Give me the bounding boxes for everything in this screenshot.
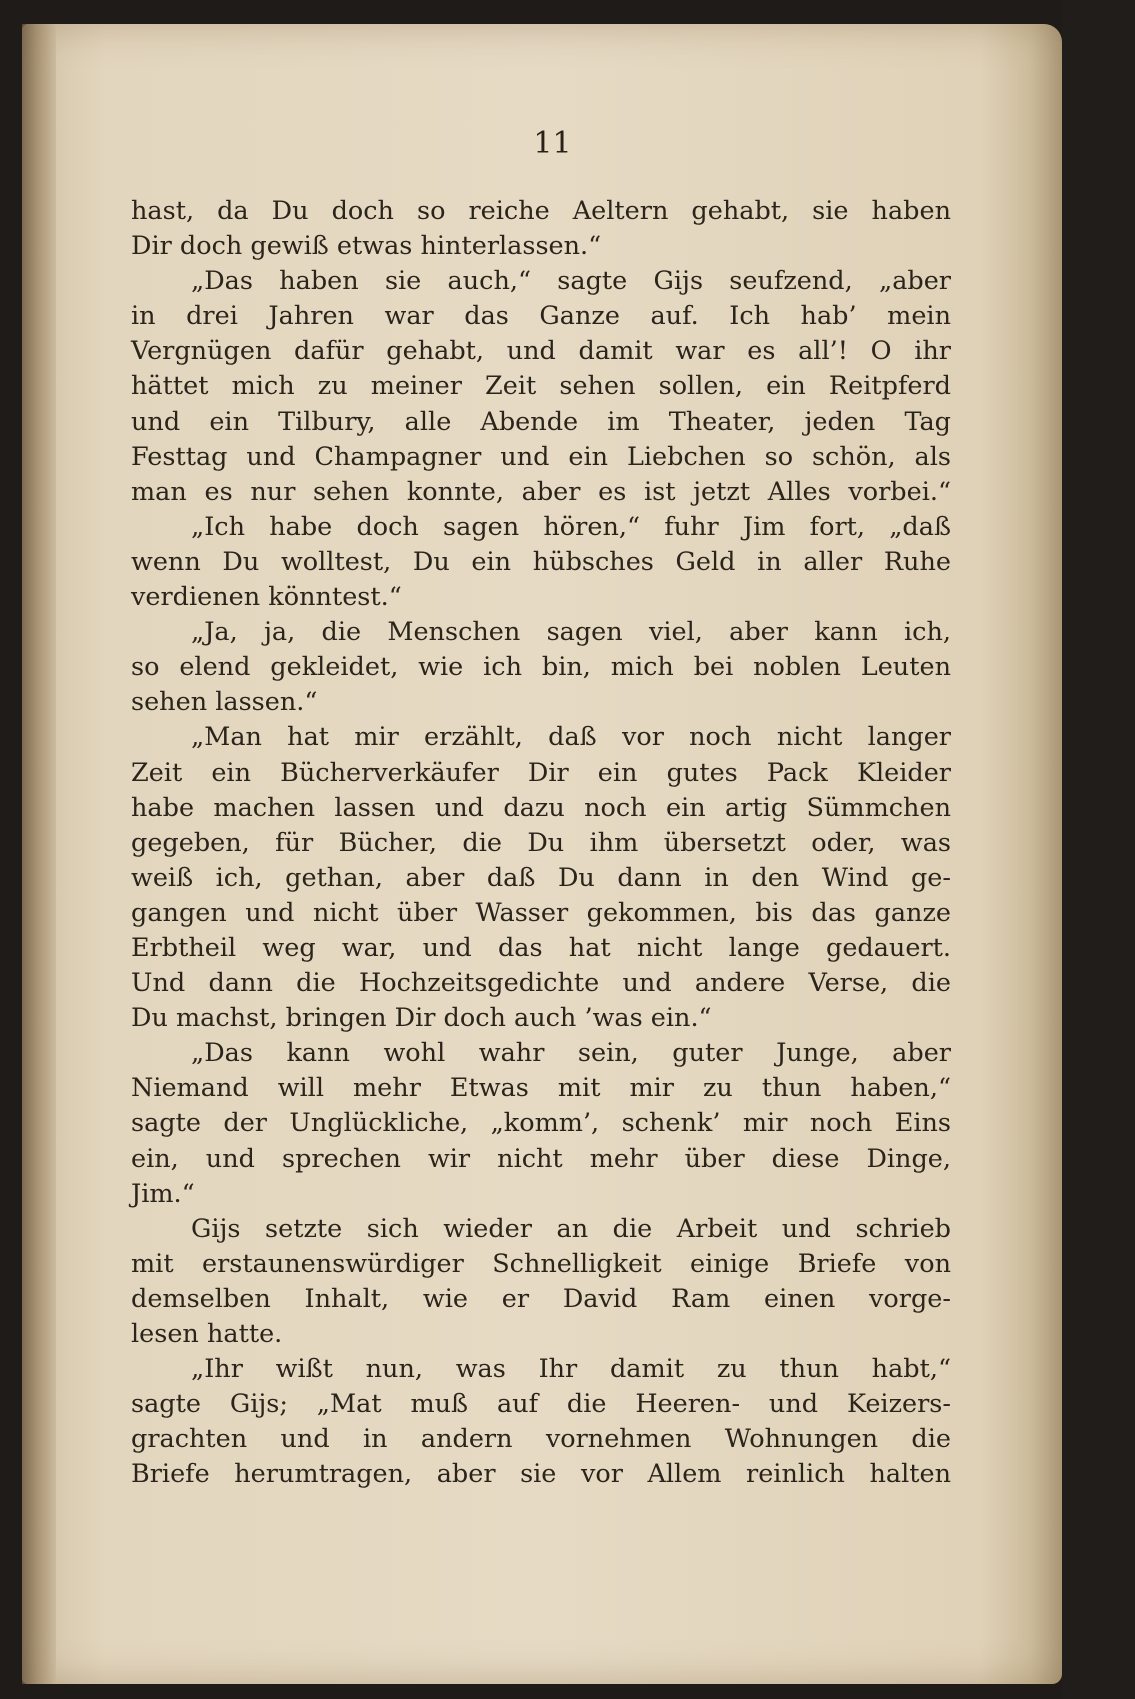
text-line: Und dann die Hochzeitsgedichte und andere Verse, die	[131, 968, 951, 999]
text-line: Jim.“	[131, 1178, 195, 1209]
text-line: und ein Tilbury, alle Abende im Theater, jeden Tag	[131, 406, 951, 437]
text-line: Du machst, bringen Dir doch auch ’was ein.“	[131, 1003, 712, 1034]
text-line: in drei Jahren war das Ganze auf. Ich hab’ mein	[131, 301, 951, 332]
text-line: Erbtheil weg war, und das hat nicht lange gedauert.	[131, 932, 951, 963]
text-line: „Ich habe doch sagen hören,“ fuhr Jim fort, „daß	[191, 511, 951, 542]
text-line: hast, da Du doch so reiche Aeltern gehabt, sie haben	[131, 196, 951, 226]
text-line: habe machen lassen und dazu noch ein artig Sümmchen	[131, 792, 951, 823]
text-line: so elend gekleidet, wie ich bin, mich bei noblen Leuten	[131, 652, 951, 683]
text-line: sehen lassen.“	[131, 687, 318, 718]
page-number: 11	[533, 126, 572, 161]
text-line: „Das kann wohl wahr sein, guter Junge, aber	[191, 1038, 951, 1069]
text-line: weiß ich, gethan, aber daß Du dann in den Wind ge-	[131, 862, 951, 893]
text-line: „Man hat mir erzählt, daß vor noch nicht langer	[191, 722, 951, 753]
book-binding-shadow	[22, 24, 56, 1684]
text-line: man es nur sehen konnte, aber es ist jetzt Alles vorbei.“	[131, 476, 951, 507]
text-line: hättet mich zu meiner Zeit sehen sollen, ein Reitpferd	[131, 371, 951, 402]
text-line: demselben Inhalt, wie er David Ram einen vorge-	[131, 1283, 951, 1314]
text-line: Niemand will mehr Etwas mit mir zu thun haben,“	[131, 1073, 951, 1104]
text-line: wenn Du wolltest, Du ein hübsches Geld in aller Ruhe	[131, 546, 951, 577]
body-text	[131, 194, 951, 1492]
text-line: Festtag und Champagner und ein Liebchen so schön, als	[131, 441, 951, 472]
text-line: Zeit ein Bücherverkäufer Dir ein gutes Pack Kleider	[131, 757, 951, 788]
text-line: gangen und nicht über Wasser gekommen, bis das ganze	[131, 897, 951, 928]
book-cover-edge	[1062, 0, 1135, 1699]
text-line: Gijs setzte sich wieder an die Arbeit und schrieb	[191, 1213, 951, 1244]
text-line: „Ja, ja, die Menschen sagen viel, aber kann ich,	[191, 617, 951, 648]
text-line: gegeben, für Bücher, die Du ihm übersetzt oder, was	[131, 827, 951, 858]
text-line: Vergnügen dafür gehabt, und damit war es all’! O ihr	[131, 336, 951, 367]
text-line: „Das haben sie auch,“ sagte Gijs seufzend, „aber	[191, 266, 951, 297]
text-line: Dir doch gewiß etwas hinterlassen.“	[131, 231, 602, 262]
text-line: sagte der Unglückliche, „komm’, schenk’ mir noch Eins	[131, 1108, 951, 1139]
text-line: verdienen könntest.“	[131, 582, 402, 613]
text-line: lesen hatte.	[131, 1319, 283, 1349]
text-line: sagte Gijs; „Mat muß auf die Heeren- und Keizers-	[131, 1389, 951, 1420]
text-line: Briefe herumtragen, aber sie vor Allem reinlich halten	[131, 1459, 951, 1490]
text-line: ein, und sprechen wir nicht mehr über diese Dinge,	[131, 1143, 951, 1174]
text-line: „Ihr wißt nun, was Ihr damit zu thun habt,“	[191, 1354, 951, 1385]
text-line: grachten und in andern vornehmen Wohnungen die	[131, 1424, 951, 1455]
text-line: mit erstaunenswürdiger Schnelligkeit einige Briefe von	[131, 1248, 951, 1279]
